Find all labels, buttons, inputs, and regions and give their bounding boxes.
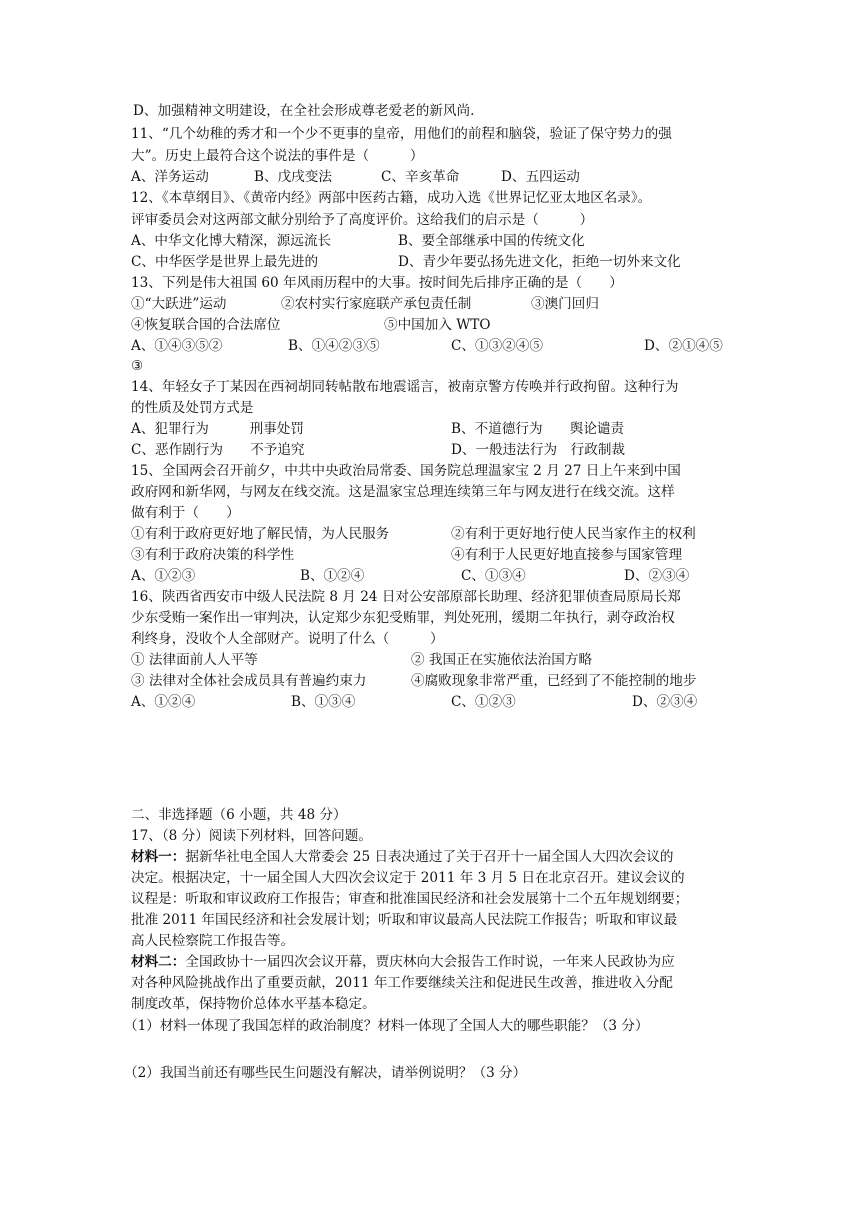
question-16-stem-cont: 少东受贿一案作出一审判决，认定郑少东犯受贿罪，判处死刑，缓期二年执行，剥夺政治权 (131, 610, 675, 626)
question-12-stem: 12、《本草纲目》、《黄帝内经》两部中医药古籍，成功入选《世界记忆亚太地区名录》。 (131, 190, 652, 206)
question-14-stem: 14、年轻女子丁某因在西祠胡同转帖散布地震谣言，被南京警方传唤并行政拘留。这种行为 (131, 379, 679, 395)
q16-option-c: C、①②③ (451, 694, 516, 710)
material-one-line-5: 高人民检察院工作报告等。 (131, 933, 295, 949)
question-16-stem: 16、陕西省西安市中级人民法院 8 月 24 日对公安部原部长助理、经济犯罪侦查局原局长郑 (131, 589, 681, 605)
q14-option-b: B、不道德行为 舆论谴责 (451, 421, 625, 437)
material-two-line (131, 952, 675, 972)
q14-option-d: D、一般违法行为 行政制裁 (451, 442, 626, 458)
q16-option-b: B、①③④ (291, 694, 356, 710)
q15-option-c: C、①③④ (461, 568, 526, 584)
q16-item-1: ① 法律面前人人平等 (131, 652, 258, 668)
q17-subquestion-1: （1）材料一体现了我国怎样的政治制度？材料一体现了全国人大的哪些职能？（3 分） (124, 1018, 649, 1034)
q13-option-d-cont: ③ (131, 358, 144, 374)
question-15-stem-cont2: 做有利于（ ） (131, 505, 240, 521)
q17-subquestion-2: （2）我国当前还有哪些民生问题没有解决，请举例说明？（3 分） (124, 1065, 527, 1081)
q13-item-3: ③澳门回归 (531, 296, 599, 312)
q15-item-1: ①有利于政府更好地了解民情，为人民服务 (131, 526, 390, 542)
question-11-stem: 11、“几个幼稚的秀才和一个少不更事的皇帝，用他们的前程和脑袋，验证了保守势力的强 (131, 126, 672, 142)
question-14-stem-cont: 的性质及处罚方式是 (131, 400, 254, 416)
q13-option-b: B、①④②③⑤ (288, 338, 380, 354)
option-line: D、加强精神文明建设，在全社会形成尊老爱老的新风尚. (133, 103, 475, 119)
material-one-label: 材料一： (131, 849, 186, 865)
material-two-line-2: 对各种风险挑战作出了重要贡献，2011 年工作要继续关注和促进民生改善，推进收入分配 (131, 975, 673, 991)
q15-item-4: ④有利于人民更好地直接参与国家管理 (451, 547, 683, 563)
q14-option-a: A、犯罪行为 刑事处罚 (131, 421, 304, 437)
material-one-line (131, 847, 674, 867)
material-one-text: 据新华社电全国人大常委会 25 日表决通过了关于召开十一届全国人大四次会议的 (185, 849, 674, 865)
material-two-label: 材料二： (131, 954, 186, 970)
q12-option-b: B、要全部继承中国的传统文化 (398, 233, 585, 249)
q13-item-2: ②农村实行家庭联产承包责任制 (281, 296, 472, 312)
question-15-stem-cont: 政府网和新华网，与网友在线交流。这是温家宝总理连续第三年与网友进行在线交流。这样 (131, 484, 675, 500)
question-11-stem-cont: 大”。历史上最符合这个说法的事件是（ ） (131, 148, 424, 164)
q11-option-a: A、洋务运动 (131, 169, 209, 185)
section-two-heading: 二、非选择题（6 小题，共 48 分） (131, 807, 347, 823)
question-15-stem: 15、全国两会召开前夕，中共中央政治局常委、国务院总理温家宝 2 月 27 日上午来到中国 (131, 463, 681, 479)
q13-item-5: ⑤中国加入 WTO (384, 317, 491, 333)
q11-option-b: B、戊戌变法 (254, 169, 332, 185)
material-two-line-3: 制度改革，保持物价总体水平基本稳定。 (131, 996, 376, 1012)
material-two-text: 全国政协十一届四次会议开幕，贾庆林向大会报告工作时说，一年来人民政协为应 (185, 954, 675, 970)
q16-item-3: ③ 法律对全体社会成员具有普遍约束力 (131, 673, 367, 689)
q11-option-c: C、辛亥革命 (381, 169, 460, 185)
q15-option-b: B、①②④ (300, 568, 365, 584)
q13-option-c: C、①③②④⑤ (451, 338, 543, 354)
q12-option-d: D、青少年要弘扬先进文化，拒绝一切外来文化 (398, 254, 681, 270)
q16-option-d: D、②③④ (632, 694, 698, 710)
q15-item-3: ③有利于政府决策的科学性 (131, 547, 295, 563)
q15-item-2: ②有利于更好地行使人民当家作主的权利 (451, 526, 696, 542)
material-one-line-3: 议程是：听取和审议政府工作报告；审查和批准国民经济和社会发展第十二个五年规划纲要； (131, 891, 689, 907)
q13-item-1: ①“大跃进”运动 (131, 296, 227, 312)
material-one-line-4: 批准 2011 年国民经济和社会发展计划；听取和审议最高人民法院工作报告；听取和审议最 (131, 912, 678, 928)
q14-option-c: C、恶作剧行为 不予追究 (131, 442, 305, 458)
material-one-line-2: 决定。根据决定，十一届全国人大四次会议定于 2011 年 3 月 5 日在北京召开。建议会议的 (131, 870, 685, 886)
q13-option-d: D、②①④⑤ (644, 338, 723, 354)
question-12-stem-cont: 评审委员会对这两部文献分别给予了高度评价。这给我们的启示是（ ） (131, 212, 594, 228)
question-13-stem: 13、下列是伟大祖国 60 年风雨历程中的大事。按时间先后排序正确的是（ ） (131, 275, 623, 291)
q16-option-a: A、①②④ (131, 694, 196, 710)
question-16-stem-cont2: 利终身，没收个人全部财产。说明了什么（ ） (131, 631, 444, 647)
q12-option-a: A、中华文化博大精深，源远流长 (131, 233, 332, 249)
q16-item-2: ② 我国正在实施依法治国方略 (411, 652, 593, 668)
q16-item-4: ④腐败现象非常严重，已经到了不能控制的地步 (411, 673, 697, 689)
q15-option-d: D、②③④ (624, 568, 690, 584)
q12-option-c: C、中华医学是世界上最先进的 (131, 254, 319, 270)
question-17-stem: 17、（8 分）阅读下列材料，回答问题。 (131, 828, 372, 844)
q13-option-a: A、①④③⑤② (131, 338, 223, 354)
q13-item-4: ④恢复联合国的合法席位 (131, 317, 281, 333)
q15-option-a: A、①②③ (131, 568, 196, 584)
q11-option-d: D、五四运动 (501, 169, 580, 185)
